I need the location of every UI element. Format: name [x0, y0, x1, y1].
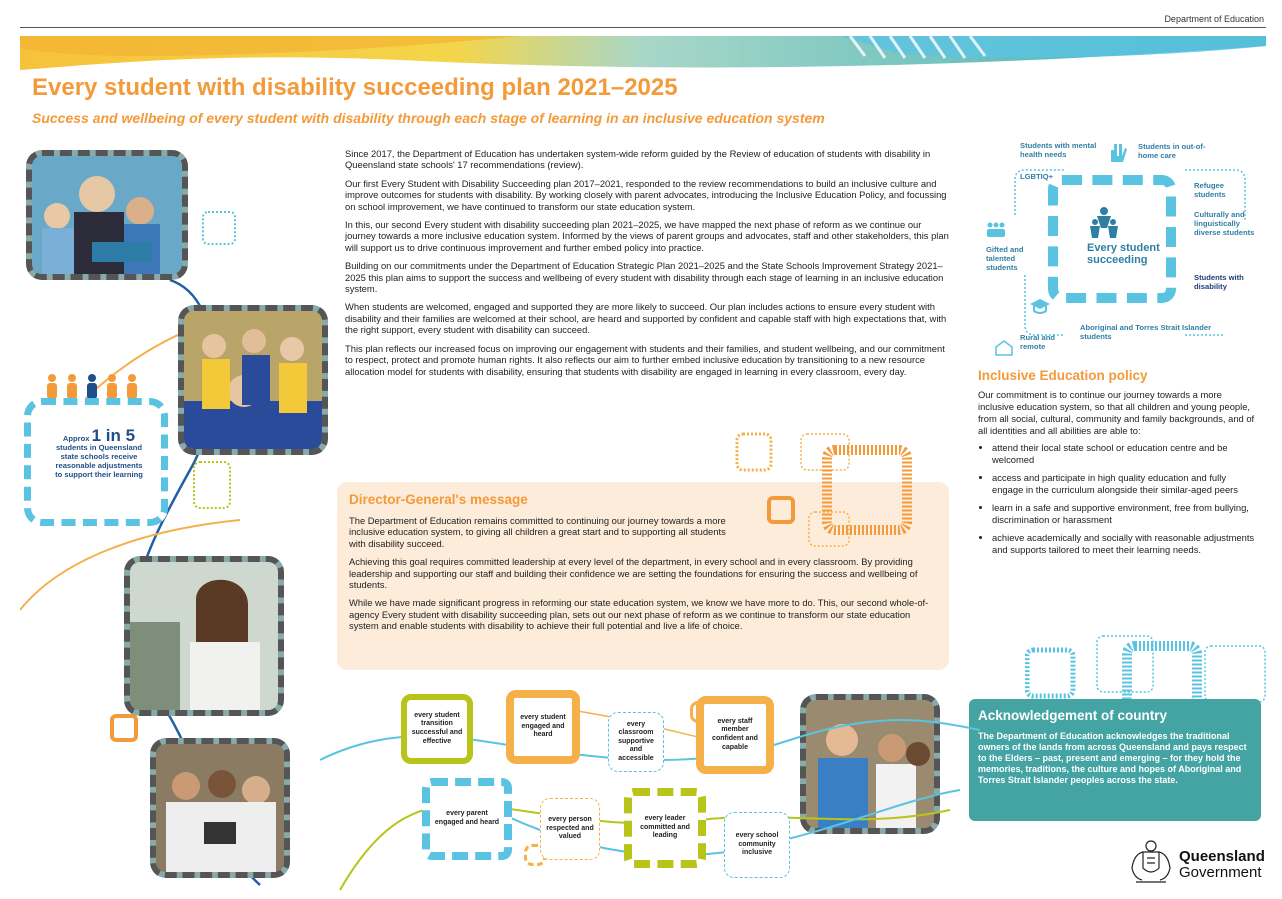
intro-p3: In this, our second Every student with disability succeeding plan 2021–2025, we have mapped the next phase of reform as we continue our journey towards a more inclusive education system. Informed by the views of parent groups and advocates, staff and other stakeholders, this plan will support us to drive continuous improvement and further embed policy into practice. [345, 219, 949, 253]
intro-text [345, 148, 951, 384]
dg-p1: The Department of Education remains committed to continuing our journey towards a more inclusive education system, to giving all children a great start and to supporting all students with disability succeed. [349, 515, 726, 549]
intro-p1: Since 2017, the Department of Education has undertaken system-wide reform guided by the Review of education of students with disability in Queensland state schools' 17 recommendations (review). [345, 148, 931, 171]
label-mental-health: Students with mental health needs [1020, 141, 1097, 159]
intro-p6: This plan reflects our increased focus on improving our engagement with students and their families, and student wellbeing, and our commitment to respect, protect and promote human rights. It also reflects our aim to further embed inclusive education by transitioning to a new resource allocation model for students with disability, ensuring that students with disability are engaged in learning in every classroom, every day. [345, 342, 945, 377]
photo-students-uniform [178, 305, 328, 455]
dg-p3: While we have made significant progress in reforming our state education system, we know we have more to do. This, our second whole-of-agency Every student with disability succeeding plan, sets out our next phase of reform as we continue to transform our state education system and enable students with disability to achieve their full potential and live a life of choice. [349, 597, 929, 632]
page-title: Every student with disability succeeding plan 2021–2025 [32, 74, 678, 101]
stat-description: students in Queensland state schools receive reasonable adjustments to support their learning [55, 443, 143, 479]
iep-body: Our commitment is to continue our journey towards a more inclusive education system, so that all children and young people, from all social, cultural, community and family backgrounds, and of all identities and all abilities are able to: [978, 389, 1255, 436]
iep-item: • learn in a safe and supportive environment, free from bullying, discrimination or harassment [992, 502, 1258, 526]
hands-icon [1109, 142, 1129, 164]
department-name: Department of Education [1164, 14, 1264, 24]
ack-body: The Department of Education acknowledges the traditional owners of the lands from across Queensland and pays respect to the Elders – past, present and emerging – for they hold the memories, traditions, the culture and hopes of Aboriginal and Torres Strait Islander peoples across the state. [978, 731, 1247, 785]
blue-squares-decoration [1025, 632, 1270, 702]
photo-teacher-students [26, 150, 188, 280]
dg-heading: Director-General's message [349, 492, 528, 507]
label-cald: Culturally and linguistically diverse students [1194, 210, 1255, 237]
label-gifted: Gifted and talented students [986, 245, 1024, 272]
label-disability: Students with disability [1194, 273, 1244, 291]
iep-list [978, 442, 1258, 556]
intro-p2: Our first Every Student with Disability Succeeding plan 2017–2021, responded to the review recommendations to build an inclusive culture and improve outcomes for students with disability. By working closely with parent advocates, introducing the Inclusive Education Policy, and focussing on school improvement, we have continued to transform our state education system. [345, 177, 947, 212]
coat-of-arms-icon [1126, 838, 1176, 886]
iep-item: • achieve academically and socially with reasonable adjustments and supports tailored to meet their learning needs. [992, 532, 1258, 556]
iep-heading: Inclusive Education policy [978, 368, 1148, 383]
stat-big-number: 1 in 5 [91, 426, 136, 445]
intro-p5: When students are welcomed, engaged and supported they are more likely to succeed. Our plan includes actions to ensure every student with disability and their families are welcomed at their school, are heard and supported by confident and capable staff with high expectations that, with the right support, every student with disability can succeed. [345, 301, 947, 336]
gifted-icon [986, 222, 1006, 238]
graduation-cap-icon [1029, 298, 1051, 316]
logo-queensland: Queensland [1179, 848, 1265, 865]
pathway-community: every school community inclusive [724, 812, 790, 878]
pathway-leader: every leader committed and leading [624, 788, 706, 868]
label-out-of-home-care: Students in out-of-home care [1138, 142, 1206, 160]
logo-government: Government [1179, 864, 1262, 881]
queensland-government-logo [1126, 838, 1265, 891]
page-subtitle: Success and wellbeing of every student with disability through each stage of learning in an inclusive education system [32, 110, 825, 126]
pathway-transition: every student transition successful and effective [401, 694, 473, 764]
header-rule [20, 27, 1266, 28]
pathway-staff: every staff member confident and capable [696, 696, 774, 774]
iep-item: • attend their local state school or education centre and be welcomed [992, 442, 1258, 466]
house-icon [994, 340, 1014, 356]
label-rural: Rural and remote [1020, 333, 1056, 351]
pathway-classroom: every classroom supportive and accessible [608, 712, 664, 772]
ring-center-label: Every student succeeding [1087, 242, 1160, 266]
iep-item: • access and participate in high quality education and fully engage in the curriculum alongside their similar-aged peers [992, 472, 1258, 496]
stat-one-in-five [24, 398, 168, 526]
ack-heading: Acknowledgement of country [978, 708, 1168, 723]
pathway-engaged: every student engaged and heard [506, 690, 580, 764]
label-lgbtiq: LGBTIQ+ [1020, 172, 1054, 181]
acknowledgement-of-country [969, 699, 1261, 821]
label-atsi: Aboriginal and Torres Strait Islander students [1080, 323, 1212, 341]
top-banner [20, 36, 1266, 70]
label-refugee: Refugee students [1194, 181, 1226, 199]
photo-smiling-student [124, 556, 284, 716]
intro-p4: Building on our commitments under the Department of Education Strategic Plan 2021–2025 and the State Schools Improvement Strategy 2021–2025 this plan aims to support the success and wellbeing of every student with disability through each stage of learning in an inclusive education system. [345, 260, 944, 295]
dg-p2: Achieving this goal requires committed leadership at every level of the department, in every school and in every classroom. By providing leadership and supporting our staff and building their confidence we are setting the foundations for ensuring the success and wellbeing of students. [349, 556, 918, 591]
orange-squares-decoration [735, 432, 925, 552]
pathway-parent: every parent engaged and heard [422, 778, 512, 860]
pathway-person: every person respected and valued [540, 798, 600, 860]
stat-approx: Approx [62, 434, 90, 443]
photo-students-tablet [150, 738, 290, 878]
